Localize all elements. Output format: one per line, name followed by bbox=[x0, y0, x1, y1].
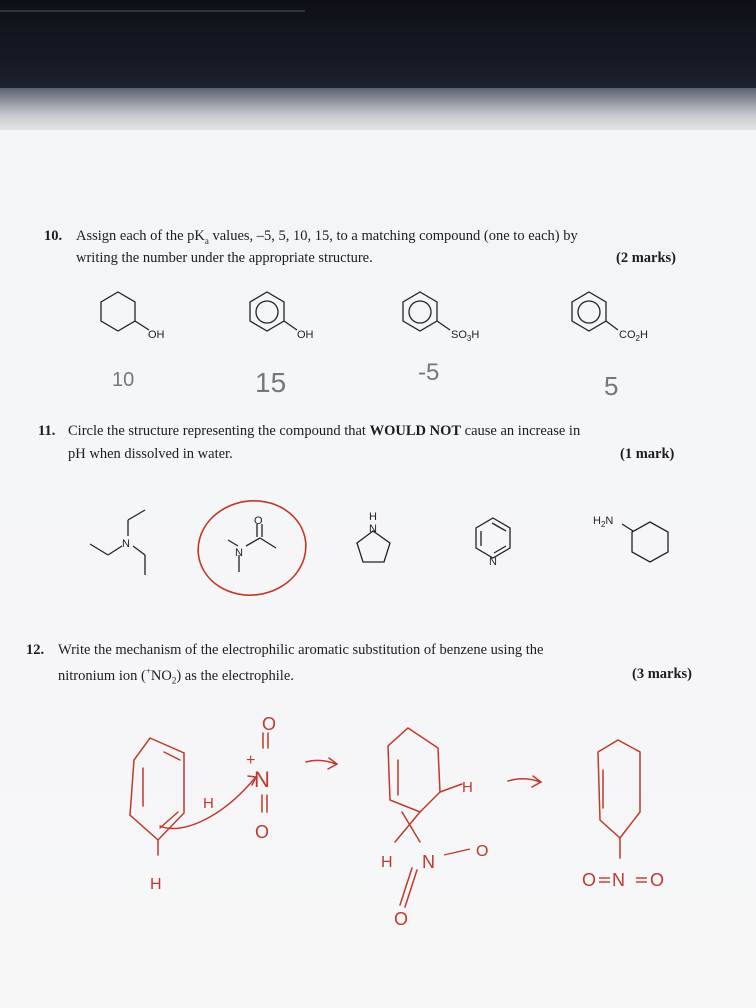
answer-cyclohexanol: 10 bbox=[112, 369, 135, 391]
q12-line2: nitronium ion $(^+NO_2)$ as the electrophile. bbox=[58, 666, 294, 686]
co2h-label: $CO_2H$ bbox=[619, 329, 648, 343]
h-mark-benzene: H bbox=[203, 795, 214, 812]
q12-marks: (3 marks) bbox=[632, 666, 693, 682]
o-intermediate-right: O bbox=[476, 843, 489, 860]
oh-label-2: OH bbox=[297, 329, 314, 341]
q10-marks: (2 marks) bbox=[616, 250, 677, 266]
h-intermediate-right: H bbox=[462, 779, 473, 796]
o-top-nitronium: O bbox=[262, 714, 277, 734]
reaction-arrow-1 bbox=[306, 758, 337, 769]
answer-sulfonic-acid: -5 bbox=[418, 359, 440, 386]
n-label-amide: N bbox=[235, 547, 243, 559]
q10-line1: Assign each of the $pK_a$ values, –5, 5, 10, 15, to a matching compound (one to each) by bbox=[76, 228, 578, 246]
q10-number: 10. bbox=[44, 228, 63, 244]
q11-line2: pH when dissolved in water. bbox=[68, 446, 233, 462]
h-label-pyrrolidine: H bbox=[369, 511, 377, 523]
n-product: N bbox=[612, 870, 625, 890]
n-intermediate: N bbox=[422, 852, 435, 872]
h-intermediate-left: H bbox=[381, 854, 393, 871]
q12-number: 12. bbox=[26, 642, 45, 658]
q11-marks: (1 mark) bbox=[620, 446, 675, 462]
sigma-complex-drawing bbox=[388, 728, 462, 907]
reaction-arrow-2 bbox=[508, 776, 541, 787]
o-bottom-nitronium: O bbox=[255, 822, 270, 842]
answer-phenol: 15 bbox=[255, 367, 287, 398]
answer-benzoic-acid: 5 bbox=[604, 371, 619, 401]
h-benzene: H bbox=[150, 876, 162, 893]
n-label-triethylamine: N bbox=[122, 538, 130, 550]
o-product-right: O bbox=[650, 870, 665, 890]
n-label-pyridine: N bbox=[489, 556, 497, 568]
o-intermediate-bottom: O bbox=[394, 909, 409, 929]
h2n-label: $H_2N$ bbox=[593, 515, 614, 529]
q11-number: 11. bbox=[38, 423, 56, 439]
nitrobenzene-drawing bbox=[598, 740, 640, 858]
o-product-left: O bbox=[582, 870, 597, 890]
so3h-label: $SO_3H$ bbox=[451, 329, 480, 343]
benzene-drawing bbox=[130, 738, 256, 855]
n-label-pyrrolidine: N bbox=[369, 523, 377, 535]
o-label-amide: O bbox=[254, 515, 263, 527]
oh-label-1: OH bbox=[148, 329, 165, 341]
n-nitronium: N bbox=[254, 767, 270, 792]
plus-charge: + bbox=[246, 752, 256, 769]
q12-line1: Write the mechanism of the electrophilic aromatic substitution of benzene using the bbox=[58, 642, 544, 658]
q11-line1: Circle the structure representing the compound that WOULD NOT cause an increase in bbox=[68, 423, 581, 439]
q10-line2: writing the number under the appropriate structure. bbox=[76, 250, 373, 266]
